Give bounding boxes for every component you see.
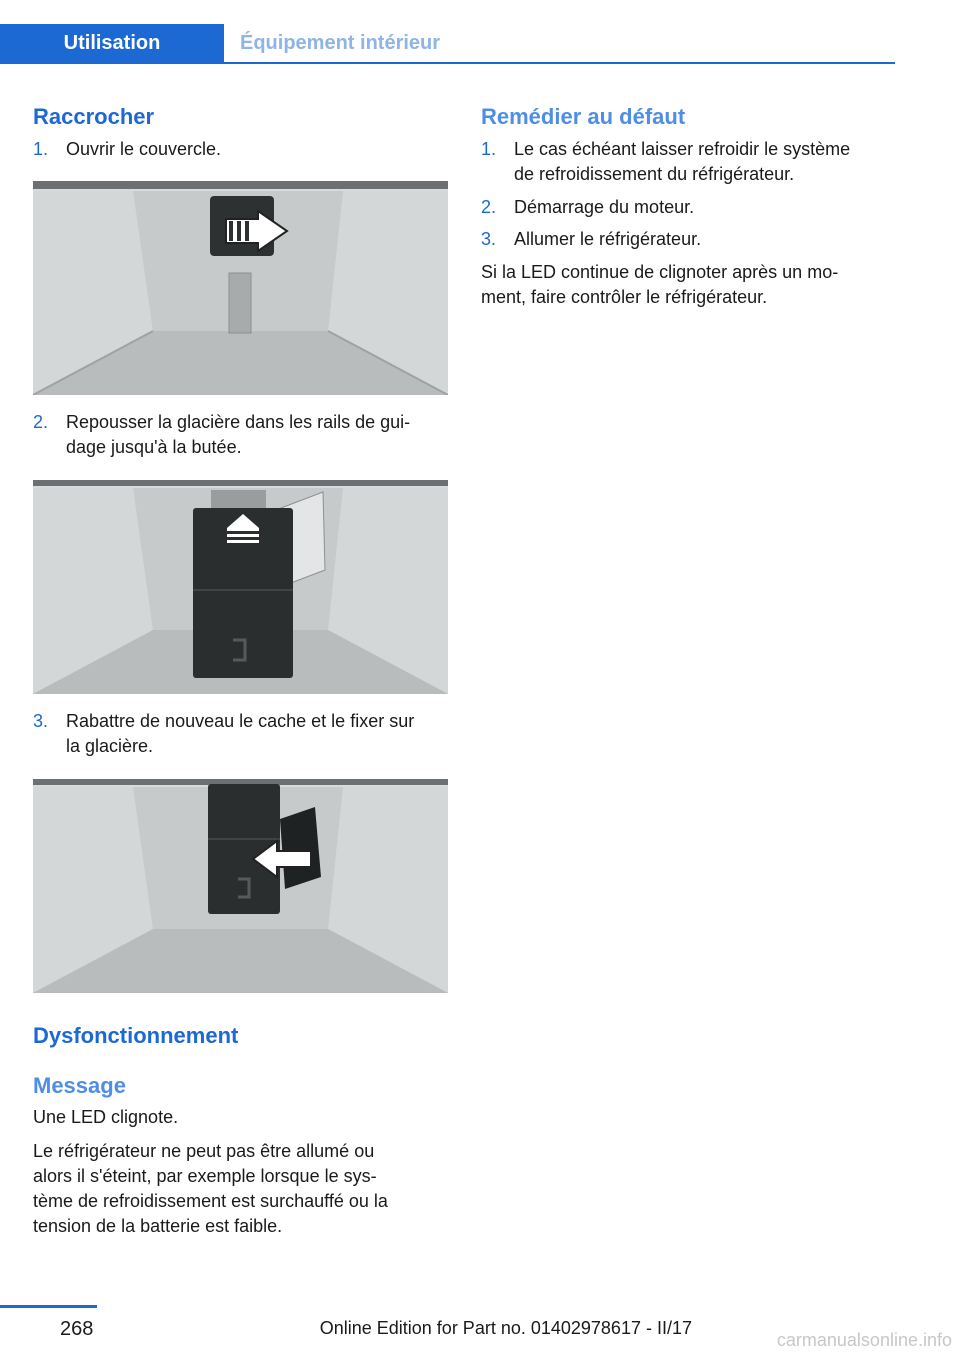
note-line: ment, faire contrôler le réfrigérateur.: [481, 287, 768, 307]
step-number: 1.: [33, 139, 49, 159]
right-step-3: [481, 227, 893, 252]
step-number: 2.: [33, 412, 49, 432]
message-text: Une LED clignote.: [33, 1107, 179, 1127]
step-number: 3.: [481, 229, 497, 249]
header-tabs: [0, 24, 895, 64]
right-step-1: [481, 137, 893, 187]
step-number: 1.: [481, 139, 497, 159]
desc-line: tème de refroidissement est surchauffé ou la: [33, 1191, 388, 1211]
right-step-2: [481, 195, 893, 220]
figure-close-cover: [33, 779, 448, 993]
subsection-title-message: Message: [33, 1073, 126, 1098]
left-step-1: [33, 137, 448, 162]
figure-open-lid: [33, 181, 448, 395]
step-text-line: Le cas échéant laisser refroidir le système: [514, 139, 851, 159]
section-title-remedier: Remédier au défaut: [481, 104, 686, 129]
left-step-2: [33, 410, 448, 460]
left-step-3: [33, 709, 448, 759]
section-title-dysfonctionnement: Dysfonctionnement: [33, 1023, 239, 1048]
step-text-line: la glacière.: [66, 736, 154, 756]
desc-line: tension de la batterie est faible.: [33, 1216, 283, 1236]
note-line: Si la LED continue de clignoter après un mo-: [481, 262, 839, 282]
page-number: 268: [60, 1318, 94, 1340]
desc-line: Le réfrigérateur ne peut pas être allumé ou: [33, 1141, 375, 1161]
desc-line: alors il s'éteint, par exemple lorsque le sys-: [33, 1166, 377, 1186]
step-text-line: Ouvrir le couvercle.: [66, 139, 222, 159]
step-text-line: de refroidissement du réfrigérateur.: [514, 164, 795, 184]
malfunction-description: [33, 1139, 453, 1239]
footer-accent-line: [0, 1305, 97, 1308]
step-number: 2.: [481, 197, 497, 217]
tab-utilisation[interactable]: Utilisation: [0, 24, 224, 62]
step-text-line: Démarrage du moteur.: [514, 197, 695, 217]
watermark-text: carmanualsonline.info: [776, 1330, 952, 1350]
figure-push-coolbox: [33, 480, 448, 694]
step-text-line: dage jusqu'à la butée.: [66, 437, 242, 457]
tab-equipement-interieur[interactable]: Équipement intérieur: [240, 31, 441, 54]
right-note: [481, 260, 896, 310]
step-text-line: Allumer le réfrigérateur.: [514, 229, 702, 249]
section-title-raccrocher: Raccrocher: [33, 104, 155, 129]
step-text-line: Repousser la glacière dans les rails de gui-: [66, 412, 411, 432]
step-text-line: Rabattre de nouveau le cache et le fixer sur: [66, 711, 415, 731]
step-number: 3.: [33, 711, 49, 731]
edition-text: Online Edition for Part no. 01402978617 - II/17: [319, 1318, 692, 1338]
